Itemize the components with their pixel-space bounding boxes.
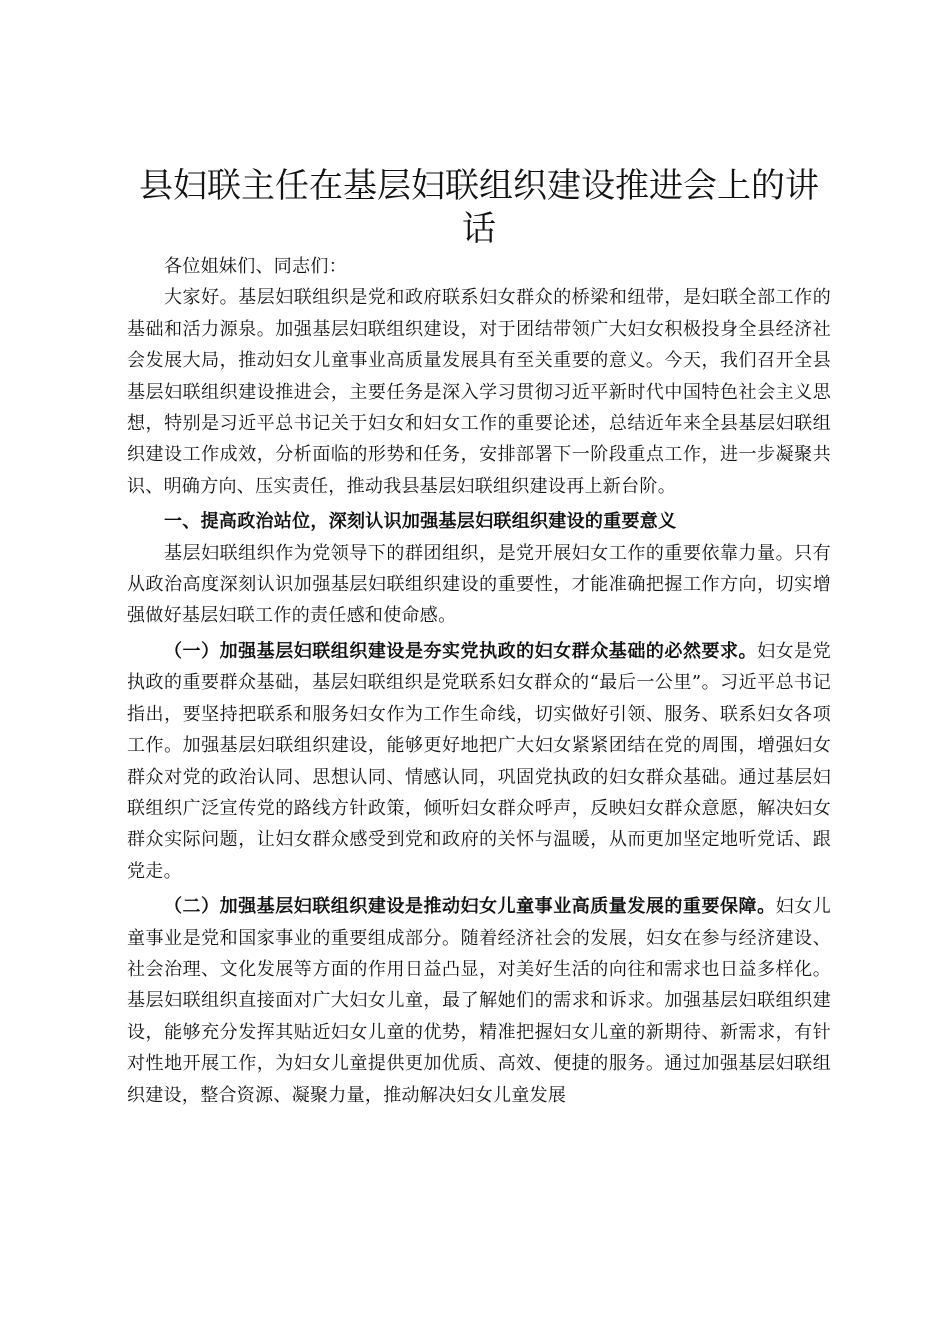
salutation: 各位姐妹们、同志们： [164,256,347,277]
section-heading-1: 一、提高政治站位，深刻认识加强基层妇联组织建设的重要意义 [164,511,677,533]
section-1-point-1 [127,636,831,887]
point-1-label: （一）加强基层妇联组织建设是夯实党执政的妇女群众基础的必然要求。 [164,640,758,662]
section-1-point-2 [127,891,831,1111]
document-title: 县妇联主任在基层妇联组织建设推进会上的讲话 [139,166,819,249]
intro-paragraph: 大家好。基层妇联组织是党和政府联系妇女群众的桥梁和纽带，是妇联全部工作的基础和活力源泉。加强基层妇联组织建设，对于团结带领广大妇女积极投身全县经济社会发展大局，推动妇女儿童事业高质量发展具有至关重要的意义。今天，我们召开全县基层妇联组织建设推进会，主要任务是深入学习贯彻习近平新时代中国特色社会主义思想，特别是习近平总书记关于妇女和妇女工作的重要论述，总结近年来全县基层妇联组织建设工作成效，分析面临的形势和任务，安排部署下一阶段重点工作，进一步凝聚共识、明确方向、压实责任，推动我县基层妇联组织建设再上新台阶。 [127,287,831,497]
document-page [127,165,831,1111]
point-1-text: 妇女是党执政的重要群众基础，基层妇联组织是党联系妇女群众的“最后一公里”。习近平总书记指出，要坚持把联系和服务妇女作为工作生命线，切实做好引领、服务、联系妇女各项工作。加强基层妇联组织建设，能够更好地把广大妇女紧紧团结在党的周围，增强妇女群众对党的政治认同、思想认同、情感认同，巩固党执政的妇女群众基础。通过基层妇联组织广泛宣传党的路线方针政策，倾听妇女群众呼声，反映妇女群众意愿，解决妇女群众实际问题，让妇女群众感受到党和政府的关怀与温暖，从而更加坚定地听党话、跟党走。 [127,640,831,882]
section-1-body: 基层妇联组织作为党领导下的群团组织，是党开展妇女工作的重要依靠力量。只有从政治高度深刻认识加强基层妇联组织建设的重要性，才能准确把握工作方向，切实增强做好基层妇联工作的责任感和使命感。 [127,542,831,627]
point-2-text: 妇女儿童事业是党和国家事业的重要组成部分。随着经济社会的发展，妇女在参与经济建设、社会治理、文化发展等方面的作用日益凸显，对美好生活的向往和需求也日益多样化。基层妇联组织直接面对广大妇女儿童，最了解她们的需求和诉求。加强基层妇联组织建设，能够充分发挥其贴近妇女儿童的优势，精准把握妇女儿童的新期待、新需求，有针对性地开展工作，为妇女儿童提供更加优质、高效、便捷的服务。通过加强基层妇联组织建设，整合资源、凝聚力量，推动解决妇女儿童发展 [127,896,831,1106]
point-2-label: （二）加强基层妇联组织建设是推动妇女儿童事业高质量发展的重要保障。 [164,896,776,918]
